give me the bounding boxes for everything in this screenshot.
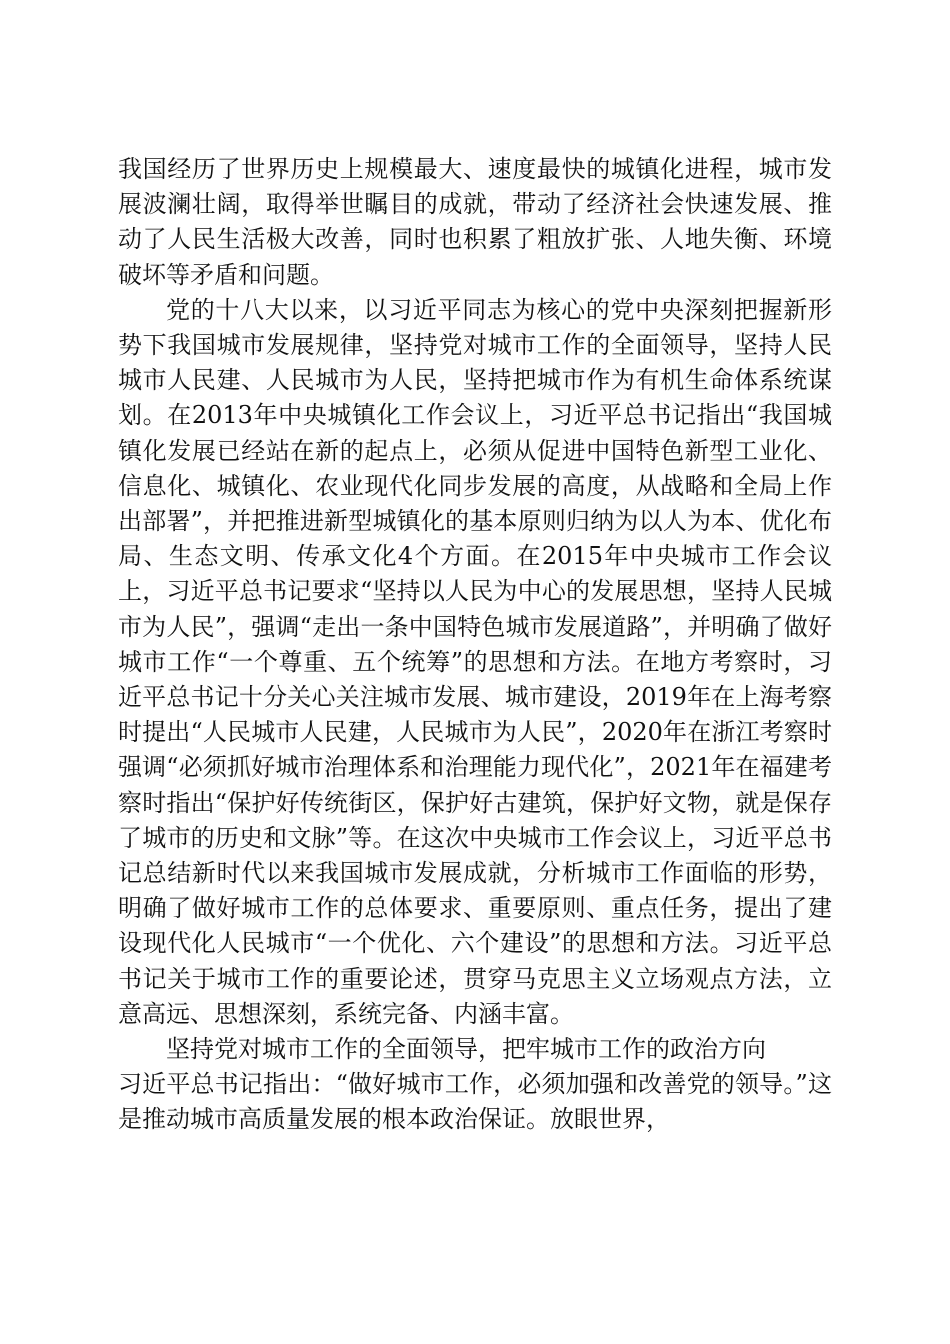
paragraph-since-18th-congress: 党的十八大以来，以习近平同志为核心的党中央深刻把握新形势下我国城市发展规律，坚持党对城市工作的全面领导，坚持人民城市人民建、人民城市为人民，坚持把城市作为有机生命体系统谋划。在2013年中央城镇化工作会议上，习近平总书记指出“我国城镇化发展已经站在新的起点上，必须从促进中国特色新型工业化、信息化、城镇化、农业现代化同步发展的高度，从战略和全局上作出部署”，并把推进新型城镇化的基本原则归纳为以人为本、优化布局、生态文明、传承文化4个方面。在2015年中央城市工作会议上，习近平总书记要求“坚持以人民为中心的发展思想，坚持人民城市为人民”，强调“走出一条中国特色城市发展道路”，并明确了做好城市工作“一个尊重、五个统筹”的思想和方法。在地方考察时，习近平总书记十分关心关注城市发展、城市建设，2019年在上海考察时提出“人民城市人民建，人民城市为人民”，2020年在浙江考察时强调“必须抓好城市治理体系和治理能力现代化”，2021年在福建考察时指出“保护好传统街区，保护好古建筑，保护好文物，就是保存了城市的历史和文脉”等。在这次中央城市工作会议上，习近平总书记总结新时代以来我国城市发展成就，分析城市工作面临的形势，明确了做好城市工作的总体要求、重要原则、重点任务，提出了建设现代化人民城市“一个优化、六个建设”的思想和方法。习近平总书记关于城市工作的重要论述，贯穿马克思主义立场观点方法，立意高远、思想深刻，系统完备、内涵丰富。	[118, 295, 832, 1028]
section-heading-party-leadership: 坚持党对城市工作的全面领导，把牢城市工作的政治方向	[166, 1035, 766, 1064]
paragraph-party-leadership: 习近平总书记指出：“做好城市工作，必须加强和改善党的领导。”这是推动城市高质量发展的根本政治保证。放眼世界，	[118, 1070, 832, 1134]
paragraph-urbanization-history: 我国经历了世界历史上规模最大、速度最快的城镇化进程，城市发展波澜壮阔，取得举世瞩目的成就，带动了经济社会快速发展、推动了人民生活极大改善，同时也积累了粗放扩张、人地失衡、环境破坏等矛盾和问题。	[118, 155, 832, 289]
document-body	[118, 152, 832, 1138]
